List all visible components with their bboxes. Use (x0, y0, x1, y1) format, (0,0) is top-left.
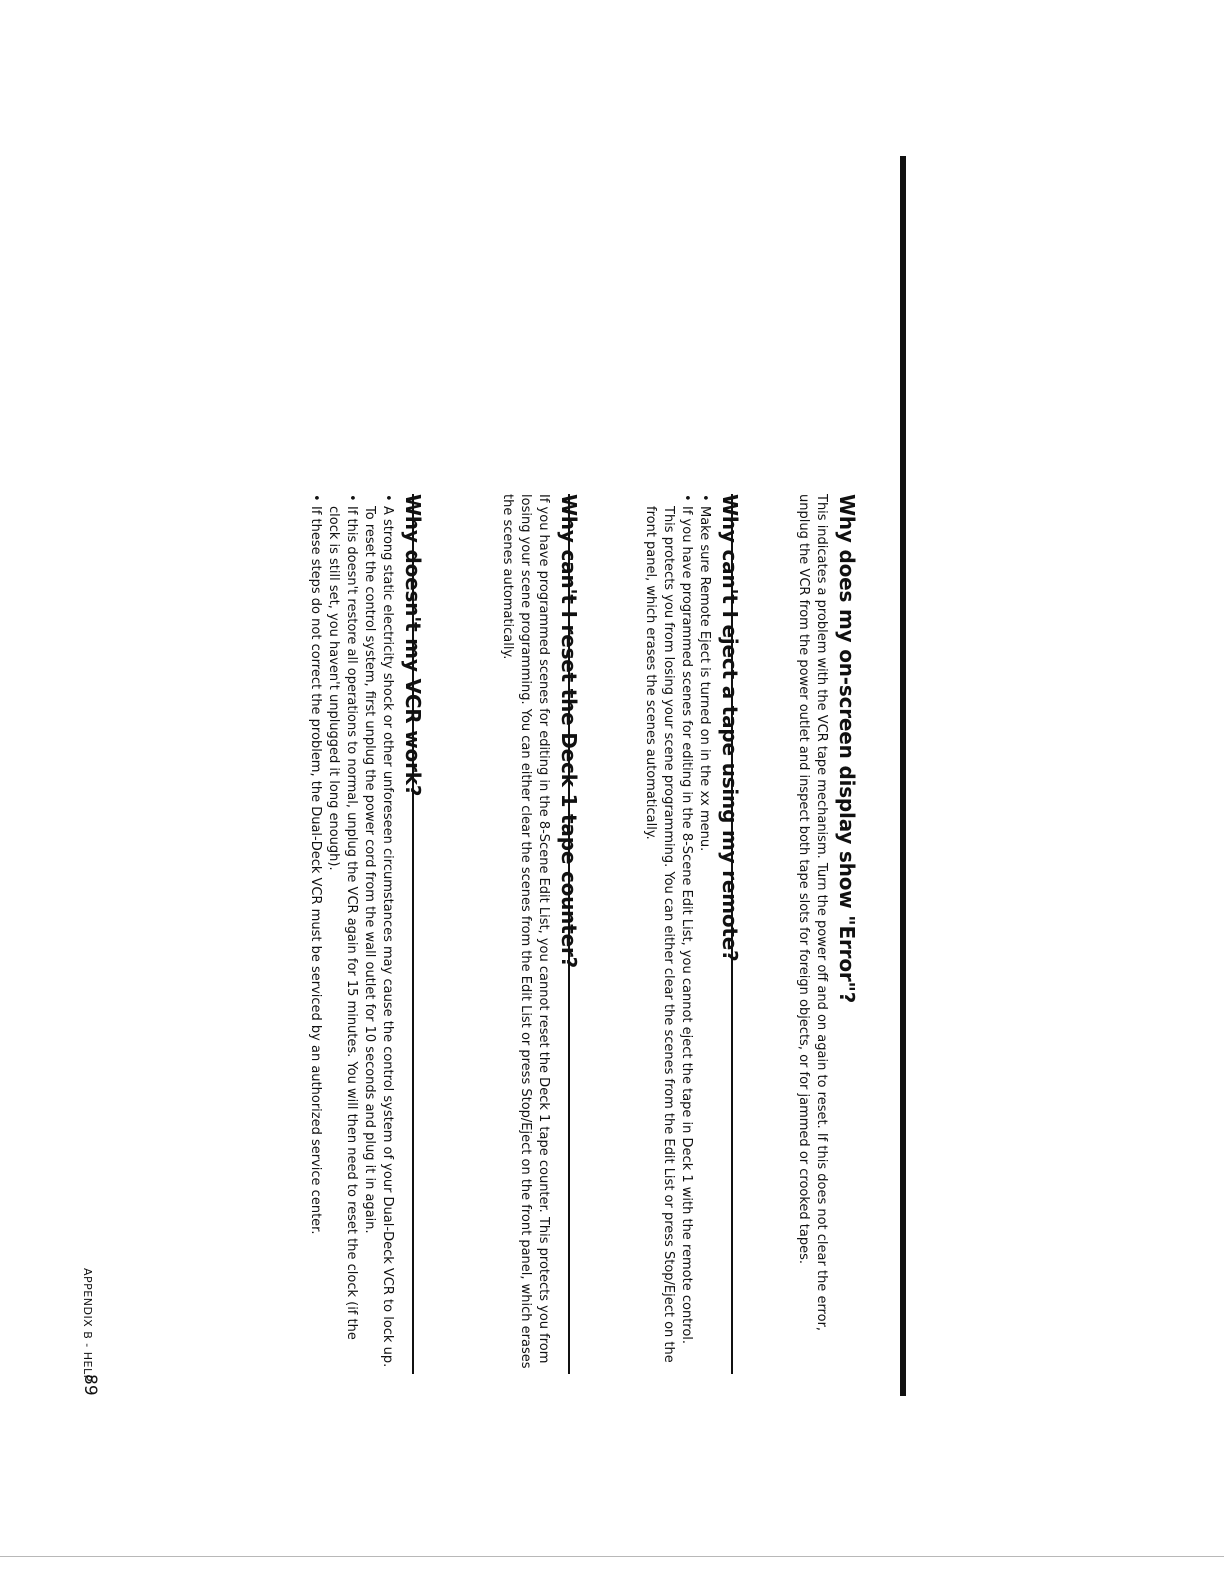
rotated-page (80, 494, 900, 1396)
list-item: • Make sure Remote Eject is turned on in the xx menu. (695, 494, 713, 1374)
bullet-list (641, 494, 713, 1374)
scan-edge-line (0, 1556, 1224, 1557)
section-heading: Why does my on-screen display show "Error"? (835, 494, 859, 1004)
section-vcr-not-working (306, 494, 426, 1374)
section-heading: Why doesn't my VCR work? (401, 494, 425, 797)
bullet-list (306, 494, 396, 1374)
page-number: 89 (80, 1374, 100, 1396)
list-item: • If these steps do not correct the problem, the Dual-Deck VCR must be serviced by an authorized service center. (306, 494, 324, 1374)
list-item: • If this doesn't restore all operations to normal, unplug the VCR again for 15 minutes. You will then need to reset the clock (if the clock is still set, you haven't unplugged it long enough). (324, 494, 360, 1374)
section-error-display (794, 494, 860, 1374)
section-body: This indicates a problem with the VCR tape mechanism. Turn the power off and on again to reset. If this does not clear the error, unplug the VCR from the power outlet and inspect both tape slots for foreign objects, or for jammed or crooked tapes. (796, 494, 829, 1332)
section-heading: Why can't I reset the Deck 1 tape counter? (557, 494, 581, 969)
section-body: If you have programmed scenes for editing in the 8-Scene Edit List, you cannot reset the Deck 1 tape counter. This protects you from losing your scene programming. You can either clear the scenes from the Edit List or press Stop/Eject on the front panel, which erases the scenes automatically. (500, 494, 551, 1369)
top-rule (900, 156, 906, 1396)
section-tape-counter (498, 494, 582, 1374)
footer-label: APPENDIX B - HELP (81, 1268, 94, 1382)
list-item: • A strong static electricity shock or other unforeseen circumstances may cause the control system of your Dual-Deck VCR to lock up. To reset the control system, first unplug the power cord from the wall outlet for 10 seconds and plug it in again. (360, 494, 396, 1374)
section-remote-eject (641, 494, 743, 1374)
list-item: • If you have programmed scenes for editing in the 8-Scene Edit List, you cannot eject the tape in Deck 1 with the remote control. This protects you from losing your scene programming. You can either clear the scenes from the Edit List or press Stop/Eject on the front panel, which erases the scenes automatically. (641, 494, 695, 1374)
section-heading: Why can't I eject a tape using my remote? (718, 494, 742, 962)
